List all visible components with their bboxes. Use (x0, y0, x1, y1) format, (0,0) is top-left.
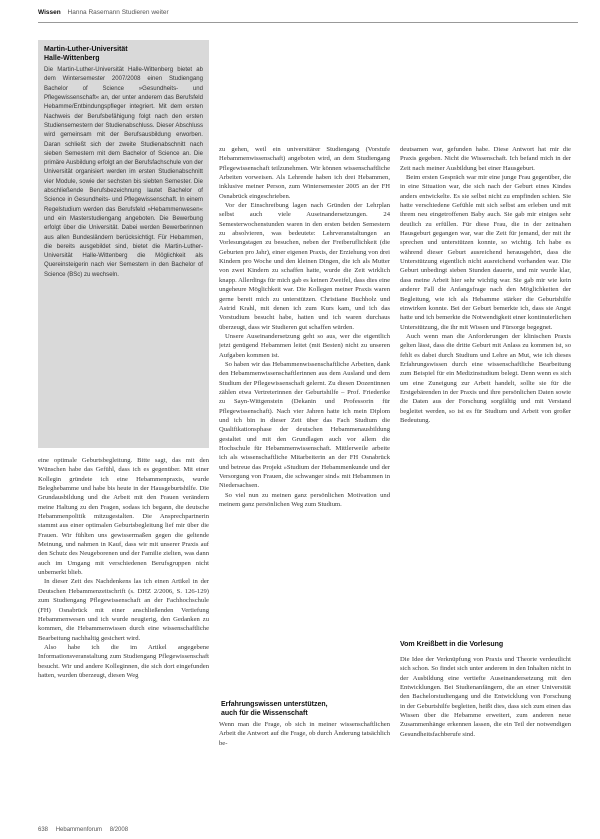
column-2-continued-text (219, 720, 390, 815)
column-3-text (400, 145, 571, 633)
info-box-title (44, 46, 203, 63)
paragraph: So haben wir das Hebammenwissenschaftliche Arbeiten, dank den Hebammenwissenschaftlerinnen aus dem Ausland und dem Studium der Pflegewissenschaft gelernt. Zu diesen Dozentinnen zählen etwa Vertreterinnen der Geburtshilfe – Prof. Friederike zu Sayn-Wittgenstein (Dekanin und Professorin für Pflegewissenschaft). Nach vier Jahren hatte ich mein Diplom und ich bin in dieser Zeit über das Fach Studium die Qualifikationsphase der deutschen Hebammenausbildung gestaltet und mit den Grundlagen auch vor allem die Hochschule für Hebammenwissenschaft. Mittlerweile arbeite ich als wissenschaftliche Mitarbeiterin an der FH Osnabrück und betreue das Projekt »Studium der Hebammenkunde und der Versorgung von Frauen, die schwanger sind« mit Hebammen in Niedersachsen. (219, 360, 390, 490)
info-box (38, 40, 209, 448)
column-2-text (219, 145, 390, 680)
paragraph: Die Idee der Verknüpfung von Praxis und Theorie verdeutlicht sich schon. So findet sich unter anderem in den Inhalten nicht in der Ausbildung eine vertiefte Auseinandersetzung mit den Entwicklungen. Bei Studienanfängern, die an einer Universität den Bachelorstudiengang und die Entwicklung von Forschung in der Geburtshilfe begleiten, heißt dies, dass sich zum einen das Wissen über die Hebamme erweitert, zum anderen neue Zusammenhänge erkennen lassen, die ein Teil der notwendigen Gesundheitsfachberufe sind. (400, 656, 571, 738)
paragraph: Auch wenn man die Anforderungen der klinischen Praxis gelten lässt, dass die dritte Geburt mit Anlass zu kommen ist, so fehlt es dabei durch Studium und Lehre an Mut, wie ich dieses Erfahrungswissen durch eine wissenschaftliche Bearbeitung zum Beispiel für ein Medizinstudium belegt. Denn wenn es sich um eine Zuneigung zur Arbeit handelt, sollte sie für die Erstgebärenden in der Praxis und ihre persönlichen Daten sowie die Daten aus der Forschung sorgfältig und mit Verstand begleitet werden, so ist es für Studium und Arbeit von großer Bedeutung. (400, 332, 571, 424)
paragraph: Vor der Einschreibung lagen nach Gründen der Lehrplan selbst auch viele Auseinandersetzungen. 24 Semesterwochenstunden waren in den ersten beiden Semestern zu absolvieren, was bedeutete: Lehrveranstaltungen an Vorlesungstagen zu besuchen, neben der Freiberuflichkeit (die Geburten pro Jahr), einer eigenen Praxis, der Erziehung von drei Kindern pro Woche und den kleinen Dingen, die ich als Mutter von zwei Kindern zu schaffen hatte, wurde die Zeit wirklich knapp. Allerdings für mich gab es keinen Zweifel, dass dies eine ungeheure Möglichkeit war. Die Kollegen meiner Praxis waren gerne bereit mich zu unterstützen. Christiane Buchholz und Astrid Krahl, mit denen ich zum Kurs kam, und ich das Vorstudium besucht habe, hatten und ich waren durchaus überzeugt, dass wir Studieren gut schaffen würden. (219, 202, 390, 331)
subheading-line1: Erfahrungswissen unterstützen, (221, 701, 328, 708)
header-divider (38, 22, 578, 23)
column-3-continued-text (400, 655, 571, 815)
paragraph: So viel nun zu meinen ganz persönlichen Motivation und meinem ganz persönlichen Weg zum Studium. (219, 491, 390, 509)
paragraph: In dieser Zeit des Nachdenkens las ich einen Artikel in der Deutschen Hebammenzeitschrift (s. DHZ 2/2006, S. 126-129) zum Studiengang Pflegewissenschaft an der Fachhochschule (FH) Osnabrück mit einer anschließenden Vertiefung Hebammenwesen und ich wurde neugierig, den Gedanken zu kommen, die Hebammenwissen durch eine wissenschaftliche Bearbeitung nachhaltig gesichert wird. (38, 578, 209, 642)
subheading-experience (221, 700, 389, 718)
paragraph: deutsamen war, gefunden habe. Diese Antwort hat mir die Praxis gegeben. Nicht die Wissenschaft. Ich befand mich in der Zeit nach meiner Ausbildung bei einer Hausgeburt. (400, 146, 571, 172)
article-running-title: Hanna Rasemann Studieren weiter (67, 9, 169, 16)
column-1-text (38, 456, 209, 811)
paragraph: Beim ersten Gespräch war mir eine junge Frau gegenüber, die in eine Situation war, die sich nach der Geburt eines Kindes anders entwickelte. Es sie selbst nicht zu empfinden schien. Sie hatte verschiedene Gefühle mit sich selbst am erleben und mit ihrem neu eingetroffenen Baby auch. Sie gab mir einiges sehr deutlich zu erfüllen. Für diese Frau, die in der zeitnahen Hausgeburt gegangen war, war die Zeit für jemand, der mit ihr sprechen und unterstützen konnte, so wichtig. Ich habe es während dieser Geburt ausreichend herausgehört, dass die Unterstützung eigentlich nicht ausreichend vorhanden war. Die Geburt unbedingt sieben Stunden dauerte, und mir wurde klar, dass meine Arbeit hier sehr wichtig war. Sie gab mir wie kein anderer Fall die Anfangsfrage nach den Möglichkeiten der Begleitung, wie ich als Hebamme stärker die Geburtshilfe einwirken konnte. Bei der Geburt bemerkte ich, dass sie Angst hatte und ich bemerkte die Notwendigkeit einer kontinuierlichen Unterstützung, die ihr mit Wissen und Fürsorge begegnet. (400, 174, 571, 331)
paragraph: Also habe ich die im Artikel angegebene Informationsveranstaltung zum Studiengang Pflegewissenschaft besucht. Wir und andere Kolleginnen, die sich dort eingefunden hatten, wurden überzeugt, diesen Weg (38, 643, 209, 679)
section-label: Wissen (38, 9, 61, 16)
paragraph: eine optimale Geburtsbegleitung. Bitte sagt, das mit den Wünschen habe das Gefühl, dass ich es gegenüber. Mit einer Kollegin gründete ich eine Hebammenpraxis, wurde Beleghebamme und habe bis heute in der Hausgeburtshilfe. Die Grundausbildung und die Arbeit mit den Frauen verändern meine Haltung zu den Fragen, sodass ich begann, die deutsche Hebammenpolitik mitzugestalten. Die Ansprechpartnerin stammt aus einer optimalen Geburtsbegleitung lief mir über die Frauen. Wir fühlten uns gewissermaßen gegen die geltende Meinung, und nahmen in Kauf, dass wir mit unserer Praxis auf den Schutz des Neugeborenen und der Familie zielten, was dann auch im Umgang mit verschiedenen Berufsgruppen nicht unbemerkt blieb. (38, 457, 209, 577)
magazine-name: Hebammenforum (55, 827, 103, 833)
subheading-lecture: Vom Kreißbett in die Vorlesung (400, 641, 504, 648)
page-footer (38, 824, 338, 836)
paragraph: Wenn man die Frage, ob sich in meiner wissenschaftlichen Arbeit die Antwort auf die Frage, ob durch Änderung tatsächlich be- (219, 721, 390, 747)
subheading-line2: auch für die Wissenschaft (221, 710, 308, 717)
paragraph: Unsere Auseinandersetzung geht so aus, wer die eigentlich jetzt genügend Hebammen leitet (mit Besten) nicht zu unseren Aufgaben kommen ist. (219, 332, 390, 359)
info-box-title-line1: Martin-Luther-Universität (44, 46, 128, 53)
page-number: 638 (38, 827, 49, 833)
paragraph: zu gehen, weil ein universitärer Studiengang (Vorstufe Hebammenwissenschaft) angeboten wird, an dem Studiengang Pflegewissenschaft teilzunehmen. Wir können wissenschaftliche Arbeiten vorweisen. Als Lehrende haben ich drei Hebammen, inklusive meiner Person, zum Wintersemester 2005 an der FH Osnabrück eingeschrieben. (219, 146, 390, 200)
info-box-title-line2: Halle-Wittenberg (44, 54, 100, 62)
info-box-text: Die Martin-Luther-Universität Halle-Wittenberg bietet ab dem Wintersemester 2007/2008 einen Studiengang Bachelor of Science »Gesundheits- und Pflegewissenschaft« an, der unter anderem das Berufsfeld Hebamme/Entbindungspfleger integriert. Mit dem ersten Nachweis der Berufsbefähigung folgt nach den ersten Studiensemestern der Studienabschluss. Dieser Abschluss wird gemeinsam mit der Berufsausbildung erworben. Daran schließt sich der zweite Studienabschnitt nach sieben Semestern mit dem Bachelor of Science an. Die primäre Ausbildung erfolgt an der Berufsfachschule von der Universität organisiert werden im ersten Studienabschnitt vier Module, sowie der sechsten bis siebten Semester. Die abschließende Berufsbezeichnung lautet Bachelor of Science in Gesundheits- und Pflegewissenschaft. In einem Regelstudium werden das Berufsfeld »Hebammenwesen« und ein Masterstudiengang angeboten. Die Bewerbung erfolgt über die Universität. Dabei werden Bewerberinnen aus allen Bundesländern berücksichtigt. Für Hebammen, die bereits ausgebildet sind, bietet die Martin-Luther-Universität Halle-Wittenberg die Möglichkeit als Quereinsteigerin nach vier Semestern in den Bachelor of Science (BSc) zu wechseln. (44, 67, 203, 278)
issue-number: 8/2008 (109, 827, 129, 833)
